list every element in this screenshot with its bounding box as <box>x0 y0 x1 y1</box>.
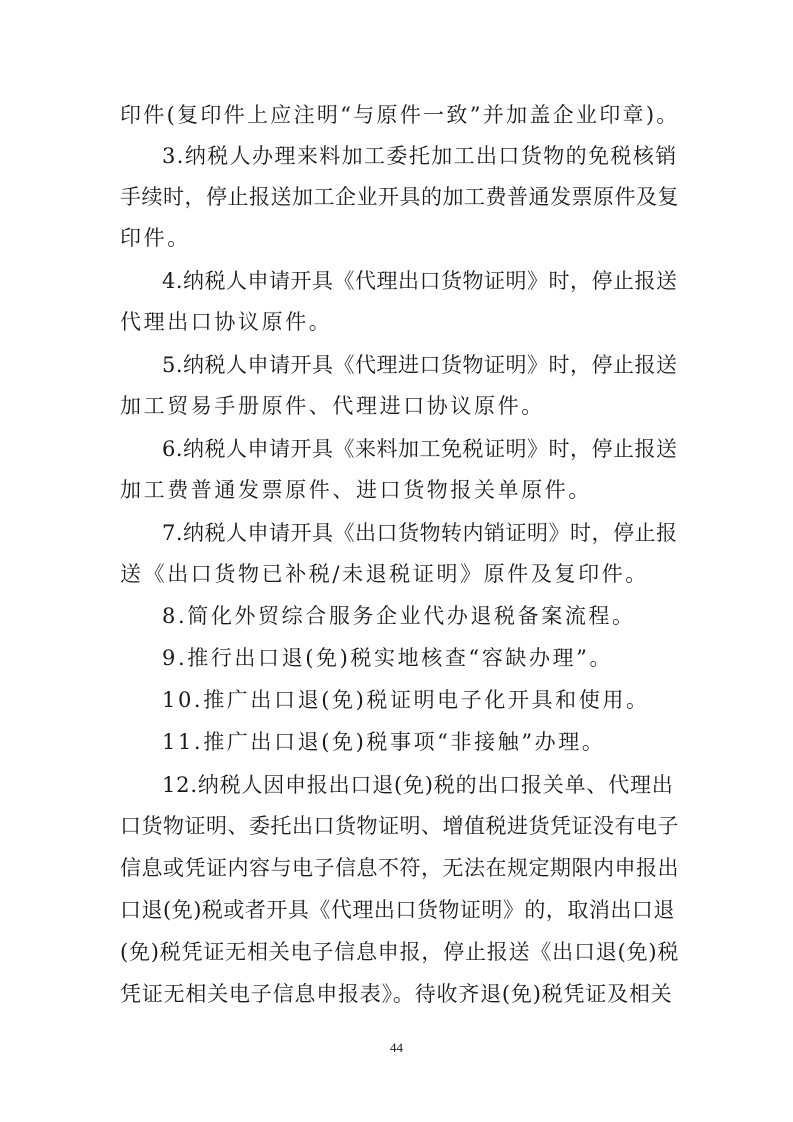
text-line: 手续时，停止报送加工企业开具的加工费普通发票原件及复 <box>120 185 679 209</box>
text-line: 3.纳税人办理来料加工委托加工出口货物的免税核销 <box>162 144 678 168</box>
page-number: 44 <box>390 1040 403 1055</box>
text-line: (免)税凭证无相关电子信息申报，停止报送《出口退(免)税 <box>120 940 680 964</box>
text-line: 6.纳税人申请开具《来料加工免税证明》时，停止报送 <box>162 437 678 461</box>
text-line: 11.推广出口退(免)税事项“非接触”办理。 <box>162 730 606 754</box>
text-line: 7.纳税人申请开具《出口货物转内销证明》时，停止报 <box>162 521 678 545</box>
text-line: 12.纳税人因申报出口退(免)税的出口报关单、代理出 <box>162 773 674 797</box>
text-line: 信息或凭证内容与电子信息不符，无法在规定期限内申报出 <box>120 856 679 880</box>
text-line: 印件。 <box>120 226 191 250</box>
text-line: 口退(免)税或者开具《代理出口货物证明》的，取消出口退 <box>120 898 675 922</box>
text-line: 5.纳税人申请开具《代理进口货物证明》时，停止报送 <box>162 353 678 377</box>
text-line: 9.推行出口退(免)税实地核查“容缺办理”。 <box>162 646 614 670</box>
text-line: 印件(复印件上应注明“与原件一致”并加盖企业印章)。 <box>120 103 680 127</box>
text-line: 代理出口协议原件。 <box>120 310 333 334</box>
text-line: 加工费普通发票原件、进口货物报关单原件。 <box>120 478 592 502</box>
text-line: 8.简化外贸综合服务企业代办退税备案流程。 <box>162 604 636 628</box>
text-line: 送《出口货物已补税/未退税证明》原件及复印件。 <box>120 562 649 586</box>
text-line: 4.纳税人申请开具《代理出口货物证明》时，停止报送 <box>162 269 678 293</box>
text-line: 加工贸易手册原件、代理进口协议原件。 <box>120 394 545 418</box>
text-line: 凭证无相关电子信息申报表》。待收齐退(免)税凭证及相关 <box>120 982 673 1006</box>
text-line: 10.推广出口退(免)税证明电子化开具和使用。 <box>162 688 650 712</box>
text-line: 口货物证明、委托出口货物证明、增值税进货凭证没有电子 <box>120 814 679 838</box>
